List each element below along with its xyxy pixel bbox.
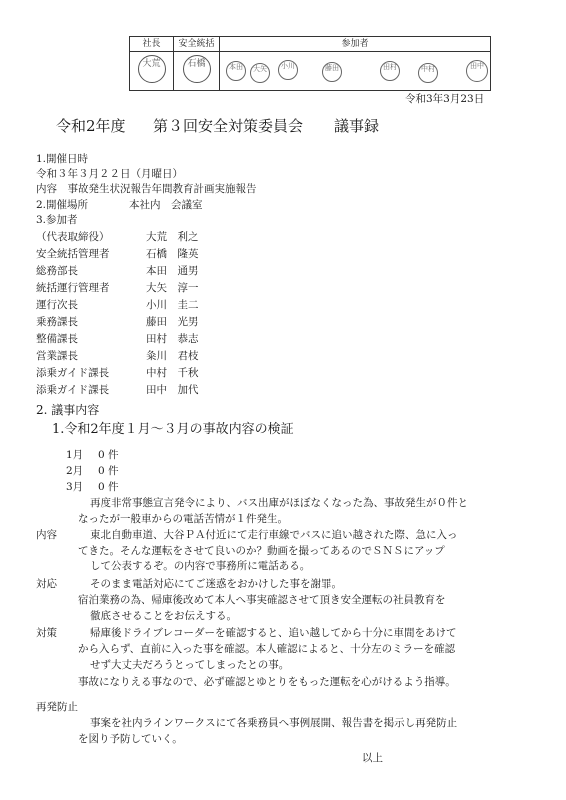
measure-line: 帰庫後ドライブレコーダーを確認すると、追い越してから十分に車間をあけて — [90, 627, 457, 639]
intro-line: なったが一般車からの電話苦情が１件発生。 — [78, 513, 288, 525]
prevention-line: 事案を社内ラインワークスにて各乗務員へ事例展開、報告書を掲示し再発防止 — [90, 717, 458, 729]
month-label: 1月 — [66, 449, 84, 461]
participant-name: 本田 通男 — [146, 265, 199, 277]
participant-name: 大矢 淳一 — [146, 282, 199, 294]
participant-role: 添乗ガイド課長 — [36, 367, 110, 379]
participant-role: （代表取締役） — [36, 231, 110, 243]
prevention-label: 再発防止 — [36, 701, 78, 713]
participant-role: 営業課長 — [36, 350, 78, 362]
participant-name: 石橋 隆英 — [146, 248, 199, 260]
month-label: 3月 — [66, 481, 84, 493]
measure-line: 事故になりえる事なので、必ず確認とゆとりをもった運転を心がけるよう指導。 — [78, 676, 456, 688]
prevention-line: を図り予防していく。 — [78, 733, 183, 745]
content-line: して公表するぞ。の内容で事務所に電話ある。 — [90, 560, 311, 572]
month-count: 0 件 — [98, 481, 119, 493]
participant-seal: 本田 — [226, 61, 246, 81]
month-count: 0 件 — [98, 465, 119, 477]
participant-role: 統括運行管理者 — [36, 282, 110, 294]
content-label: 内容 — [36, 529, 57, 541]
participant-role: 整備課長 — [36, 333, 78, 345]
content-line: てきた。そんな運転をさせて良いのか？動画を撮ってあるのでＳＮＳにアップ — [78, 545, 445, 557]
participant-name: 大荒 利之 — [146, 231, 199, 243]
closing-text: 以上 — [362, 752, 383, 764]
agenda-heading: 2. 議事内容 — [36, 403, 100, 417]
participant-name: 中村 千秋 — [146, 367, 199, 379]
meeting-date: 令和３年３月２２日（月曜日） — [36, 168, 183, 180]
title-minutes: 議事録 — [334, 117, 380, 135]
participant-role: 乗務課長 — [36, 316, 78, 328]
participant-role: 運行次長 — [36, 299, 78, 311]
response-label: 対応 — [36, 578, 57, 590]
section-2-heading: 2.開催場所 — [36, 199, 89, 211]
participant-seal: 田村 — [380, 61, 400, 81]
participant-name: 小川 圭二 — [146, 299, 199, 311]
safety-header: 安全統括 — [174, 37, 220, 52]
president-header: 社長 — [130, 37, 174, 52]
response-line: 徹底させることをお伝えする。 — [90, 610, 237, 622]
participant-seal: 大矢 — [250, 63, 270, 83]
measure-line: せず大丈夫だろうとってしまったとの事。 — [90, 659, 290, 671]
meeting-place: 本社内 会議室 — [129, 199, 203, 211]
meeting-content: 内容 事故発生状況報告年間教育計画実施報告 — [36, 183, 257, 195]
title-committee: 第３回安全対策委員会 — [153, 117, 304, 135]
measure-label: 対策 — [36, 627, 57, 639]
participants-header: 参加者 — [220, 37, 491, 52]
participant-name: 田中 加代 — [146, 384, 199, 396]
safety-seal-cell — [174, 52, 220, 91]
agenda-item-1: 1.令和2年度１月～３月の事故内容の検証 — [52, 422, 294, 437]
president-seal: 大荒 — [138, 55, 166, 83]
measure-line: から入らず、直前に入った事を確認。本人確認によると、十分左のミラーを確認 — [78, 643, 456, 655]
content-line: 東北自動車道、大谷ＰＡ付近にて走行車線でバスに追い越された際、急に入っ — [90, 529, 458, 541]
response-line: そのまま電話対応にてご迷惑をおかけした事を謝罪。 — [90, 578, 342, 590]
participant-name: 粂川 君枝 — [146, 350, 199, 362]
participant-seal: 中村 — [418, 63, 438, 83]
month-label: 2月 — [66, 465, 84, 477]
participant-seal: 藤田 — [322, 62, 342, 82]
president-seal-cell — [130, 52, 174, 91]
participant-seal: 田中 — [466, 60, 488, 82]
participant-seal: 小川 — [278, 60, 298, 80]
title-year: 令和2年度 — [56, 117, 126, 135]
participants-seal-cell — [220, 52, 491, 91]
section-3-heading: 3.参加者 — [36, 214, 78, 226]
participant-role: 安全統括管理者 — [36, 248, 110, 260]
participant-role: 添乗ガイド課長 — [36, 384, 110, 396]
participant-name: 藤田 光男 — [146, 316, 199, 328]
participant-name: 田村 恭志 — [146, 333, 199, 345]
intro-line: 再度非常事態宣言発令により、バス出庫がほぼなくなった為、事故発生が０件と — [90, 497, 468, 509]
approval-stamp-table — [129, 36, 491, 91]
safety-seal: 石橋 — [183, 55, 211, 83]
response-line: 宿泊業務の為、帰庫後改めて本人へ事実確認させて頂き安全運転の社員教育を — [78, 594, 446, 606]
section-1-heading: 1.開催日時 — [36, 153, 89, 165]
document-date: 令和3年3月23日 — [405, 93, 485, 105]
month-count: 0 件 — [98, 449, 119, 461]
participant-role: 総務部長 — [36, 265, 78, 277]
